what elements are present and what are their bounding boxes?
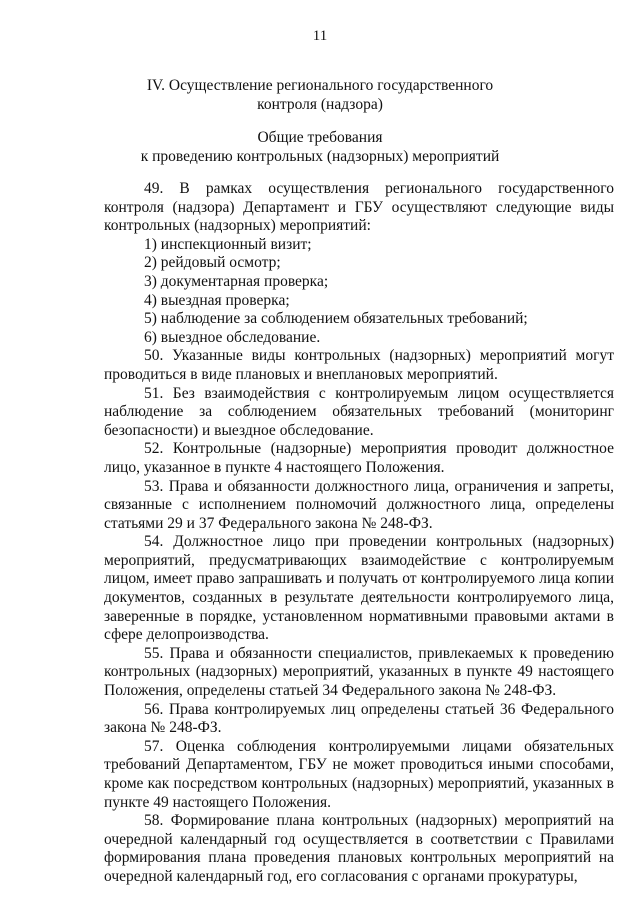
paragraph-58: 58. Формирование плана контрольных (надзорных) мероприятий на очередной календарный год осуществляется в соответствии с Правилами формирования плана проведения плановых контрольных мероприятий на очередной календарный год, его согласования с органами прокуратуры, (104, 812, 614, 885)
list-item-3: 3) документарная проверка; (144, 272, 329, 290)
section-heading-line-2: контроля (надзора) (257, 96, 383, 113)
list-item-6: 6) выездное обследование. (144, 328, 321, 346)
paragraph-56: 56. Права контролируемых лиц определены статьей 36 Федерального закона № 248-ФЗ. (104, 700, 614, 737)
sub-heading-line-1: Общие требования (257, 129, 383, 146)
paragraph-52: 52. Контрольные (надзорные) мероприятия проводит должностное лицо, указанное в пункте 4 настоящего Положения. (104, 440, 614, 476)
list-item-5: 5) наблюдение за соблюдением обязательных требований; (144, 310, 528, 328)
sub-heading (0, 128, 640, 166)
section-heading-line-1: IV. Осуществление регионального государственного (146, 77, 494, 94)
list-item-4: 4) выездная проверка; (144, 291, 290, 309)
paragraph-54: 54. Должностное лицо при проведении контрольных (надзорных) мероприятий, предусматривающих взаимодействие с контролируемым лицом, имеет право запрашивать и получать от контролируемого лица копии документов, созданных в результате деятельности контролируемого лица, заверенные в порядке, установленном нормативными правовыми актами в сфере делопроизводства. (104, 533, 614, 644)
section-heading (0, 76, 640, 114)
paragraph-51: 51. Без взаимодействия с контролируемым лицом осуществляется наблюдение за соблюдением обязательных требований (мониторинг безопасности) и выездное обследование. (104, 384, 614, 439)
paragraph-49: 49. В рамках осуществления регионального государственного контроля (надзора) Департамент и ГБУ осуществляют следующие виды контрольных (надзорных) мероприятий: (104, 180, 614, 235)
page-number: 11 (312, 28, 328, 44)
list-item-2: 2) рейдовый осмотр; (144, 254, 281, 272)
paragraph-53: 53. Права и обязанности должностного лица, ограничения и запреты, связанные с исполнением полномочий должностного лица, определены статьями 29 и 37 Федерального закона № 248-ФЗ. (104, 477, 614, 532)
sub-heading-line-2: к проведению контрольных (надзорных) мероприятий (140, 148, 500, 165)
paragraph-55: 55. Права и обязанности специалистов, привлекаемых к проведению контрольных (надзорных) мероприятий, указанных в пункте 49 настоящего Положения, определены статьей 34 Федерального закона № 248-ФЗ. (104, 644, 614, 700)
document-body (104, 180, 614, 887)
paragraph-57: 57. Оценка соблюдения контролируемыми лицами обязательных требований Департаментом, ГБУ не может проводиться иными способами, кроме как посредством контрольных (надзорных) мероприятий, указанных в пункте 49 настоящего Положения. (104, 737, 614, 811)
list-item-1: 1) инспекционный визит; (144, 235, 312, 253)
paragraph-50: 50. Указанные виды контрольных (надзорных) мероприятий могут проводиться в виде плановых и внеплановых мероприятий. (104, 347, 614, 383)
